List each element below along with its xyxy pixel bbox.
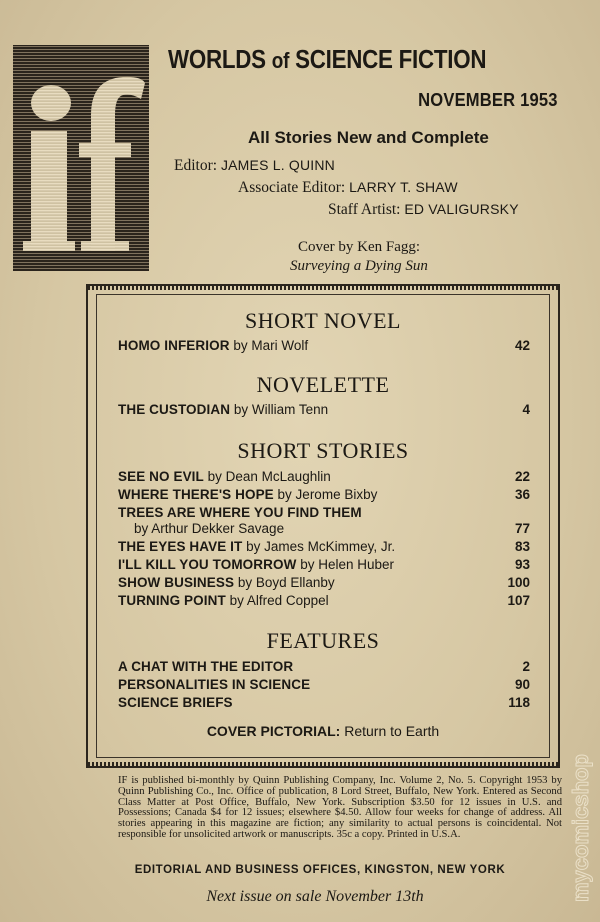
- toc-entry: HOMO INFERIOR by Mari Wolf 42: [118, 338, 530, 353]
- publication-notice: IF is published bi-monthly by Quinn Publishing Company, Inc. Volume 2, No. 5. Copyright 1953 by Quinn Publishing Co., Inc. Office of publication, 8 Lord Street, Buffalo, New York. Entered as Second Class Matter at Post Office, Buffalo, New York. Subscription $3.50 for 12 issues in U.S. and Possessions; Canada $4 for 12 issues; elsewhere $4.50. Allow four weeks for change of address. All stories appearing in this magazine are fiction; any similarity to actual persons is coincidental. Not responsible for unsolicited artwork or manuscripts. 35c a copy. Printed in U.S.A.: [118, 775, 562, 840]
- toc-entry: SEE NO EVIL by Dean McLaughlin 22: [118, 469, 530, 484]
- cover-title: Surveying a Dying Sun: [290, 258, 428, 274]
- toc-entry: THE CUSTODIAN by William Tenn 4: [118, 402, 530, 417]
- if-logo-glyph: [13, 45, 149, 271]
- toc-entry: A CHAT WITH THE EDITOR 2: [118, 659, 530, 674]
- section-heading-short-stories: SHORT STORIES: [237, 438, 409, 463]
- toc-entry: TREES ARE WHERE YOU FIND THEM: [118, 505, 362, 520]
- section-heading-features: FEATURES: [266, 628, 380, 653]
- toc-entry: I'LL KILL YOU TOMORROW by Helen Huber 93: [118, 557, 530, 572]
- watermark: [570, 690, 594, 905]
- cover-pictorial: COVER PICTORIAL: Return to Earth: [206, 723, 440, 739]
- issue-date: NOVEMBER 1953: [418, 90, 558, 110]
- toc-entry: PERSONALITIES IN SCIENCE 90: [118, 677, 530, 692]
- table-of-contents: [86, 284, 560, 768]
- toc-entry: WHERE THERE'S HOPE by Jerome Bixby 36: [118, 487, 530, 502]
- watermark-text: [570, 690, 594, 905]
- section-heading-novelette: NOVELETTE: [256, 372, 390, 397]
- next-issue-notice: Next issue on sale November 13th: [206, 888, 424, 905]
- associate-editor-credit: Associate Editor: LARRY T. SHAW: [238, 179, 458, 196]
- toc-entry: THE EYES HAVE IT by James McKimmey, Jr. 83: [118, 539, 530, 554]
- staff-artist-credit: Staff Artist: ED VALIGURSKY: [328, 201, 519, 218]
- editor-credit: Editor: JAMES L. QUINN: [174, 157, 335, 174]
- toc-entry: SHOW BUSINESS by Boyd Ellanby 100: [118, 575, 530, 590]
- svg-text:mycomicshop: mycomicshop: [570, 754, 593, 902]
- toc-entry-continued: by Arthur Dekker Savage 77: [134, 521, 530, 536]
- offices-line: EDITORIAL AND BUSINESS OFFICES, KINGSTON, NEW YORK: [134, 864, 506, 876]
- toc-entry: SCIENCE BRIEFS 118: [118, 695, 530, 710]
- magazine-title: WORLDS of SCIENCE FICTION: [168, 44, 487, 74]
- tagline: All Stories New and Complete: [248, 128, 489, 147]
- cover-credit: Cover by Ken Fagg:: [298, 239, 421, 255]
- toc-entry: TURNING POINT by Alfred Coppel 107: [118, 593, 530, 608]
- section-heading-short-novel: SHORT NOVEL: [245, 308, 401, 333]
- magazine-logo: [13, 45, 149, 271]
